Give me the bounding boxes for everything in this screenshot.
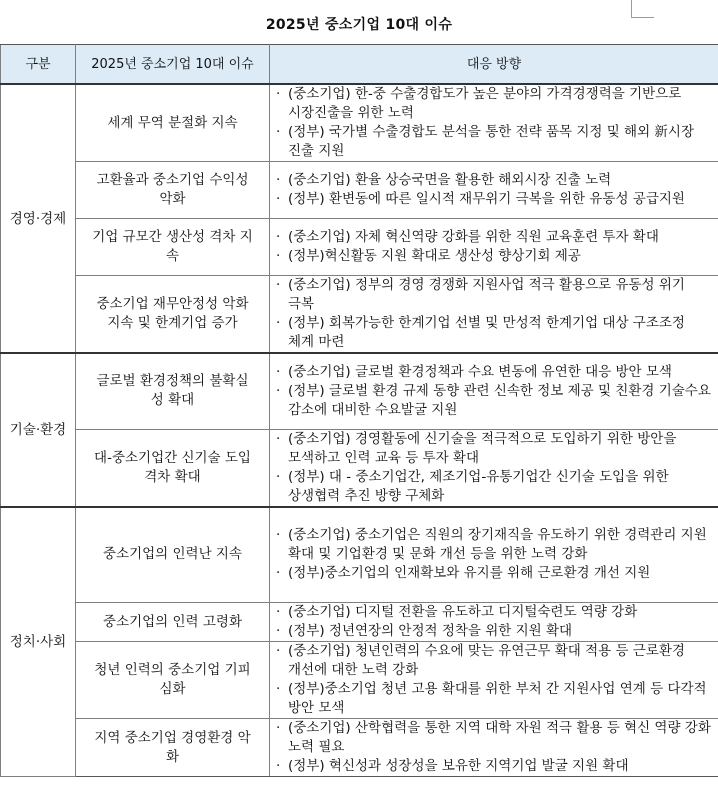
bullet-glyph: ·: [276, 527, 281, 544]
table-row: [1, 84, 718, 162]
bullet-glyph: ·: [276, 248, 281, 264]
table-header-row: [1, 45, 718, 85]
bullet-glyph: ·: [276, 643, 281, 659]
issue-cell: 대-중소기업간 신기술 도입 격차 확대: [76, 429, 270, 507]
response-text: (정부)중소기업 청년 고용 확대를 위한 부처 간 지원사업 연계 등 다각적 방안 모색: [288, 681, 707, 716]
table-row: [1, 507, 718, 603]
response-text: (정부) 대 - 중소기업간, 제조기업-유통기업간 신기술 도입을 위한 상생협력 추진 방향 구체화: [288, 468, 669, 504]
table-row: [1, 429, 718, 507]
table-row: [1, 276, 718, 354]
response-item: [276, 171, 714, 190]
response-cell: [270, 219, 718, 276]
response-text: (중소기업) 환율 상승국면을 활용한 해외시장 진출 노력: [288, 172, 612, 188]
bullet-glyph: ·: [276, 86, 281, 102]
issue-cell: 청년 인력의 중소기업 기피 심화: [76, 642, 270, 719]
bullet-glyph: ·: [276, 720, 281, 736]
response-text: (정부) 환변동에 따른 일시적 재무위기 극복을 위한 유동성 공급지원: [288, 191, 685, 207]
document-title: 2025년 중소기업 10대 이슈: [265, 17, 453, 33]
response-text: (정부) 혁신성과 성장성을 보유한 지역기업 발굴 지원 확대: [288, 758, 629, 774]
bullet-glyph: ·: [276, 565, 281, 582]
response-item: [276, 564, 714, 583]
response-cell: [270, 84, 718, 162]
response-cell: [270, 276, 718, 354]
response-item: [276, 719, 714, 757]
bullet-glyph: ·: [276, 382, 281, 399]
issue-cell: 글로벌 환경정책의 불확실성 확대: [76, 353, 270, 429]
response-text: (정부) 정년연장의 안정적 정착을 위한 지원 확대: [288, 623, 573, 639]
response-cell: [270, 719, 718, 777]
response-item: [276, 123, 714, 161]
table-row: [1, 162, 718, 219]
issue-cell: 중소기업 재무안정성 악화 지속 및 한계기업 증가: [76, 276, 270, 354]
bullet-glyph: ·: [276, 315, 281, 331]
response-text: (중소기업) 자체 혁신역량 강화를 위한 직원 교육훈련 투자 확대: [288, 229, 659, 245]
issue-cell: 세계 무역 분절화 지속: [76, 84, 270, 162]
bullet-glyph: ·: [276, 623, 281, 639]
header-issue: 2025년 중소기업 10대 이슈: [76, 45, 270, 85]
response-text: (정부) 회복가능한 한계기업 선별 및 만성적 한계기업 대상 구조조정 체계 마련: [288, 315, 685, 350]
response-item: [276, 526, 714, 564]
response-item: [276, 622, 714, 641]
bullet-glyph: ·: [276, 229, 281, 245]
response-item: [276, 680, 714, 718]
bullet-glyph: ·: [276, 758, 281, 774]
header-response: 대응 방향: [270, 45, 718, 85]
bullet-glyph: ·: [276, 430, 281, 447]
response-item: [276, 642, 714, 680]
response-item: [276, 603, 714, 622]
bullet-glyph: ·: [276, 468, 281, 485]
response-text: (중소기업) 경영활동에 신기술을 적극적으로 도입하기 위한 방안을 모색하고 인력 교육 등 투자 확대: [288, 430, 677, 466]
issue-cell: 기업 규모간 생산성 격차 지속: [76, 219, 270, 276]
response-text: (중소기업) 중소기업은 직원의 장기재직을 유도하기 위한 경력관리 지원 확대 및 기업환경 및 문화 개선 등을 위한 노력 강화: [288, 527, 707, 563]
category-cell: 정치·사회: [1, 507, 76, 777]
issues-table: [0, 44, 718, 777]
issue-cell: 중소기업의 인력 고령화: [76, 603, 270, 642]
response-item: [276, 363, 714, 382]
response-text: (정부) 국가별 수출경합도 분석을 통한 전략 품목 지정 및 해외 新시장 진출 지원: [288, 124, 695, 159]
response-text: (정부)중소기업의 인재확보와 유지를 위해 근로환경 개선 지원: [288, 565, 651, 582]
response-item: [276, 228, 714, 247]
table-row: [1, 353, 718, 429]
table-row: [1, 719, 718, 777]
response-cell: [270, 162, 718, 219]
response-item: [276, 276, 714, 314]
response-item: [276, 314, 714, 352]
response-item: [276, 757, 714, 776]
bullet-glyph: ·: [276, 363, 281, 380]
bullet-glyph: ·: [276, 191, 281, 207]
table-row: [1, 642, 718, 719]
response-text: (중소기업) 청년인력의 수요에 맞는 유연근무 확대 적용 등 근로환경 개선에 대한 노력 강화: [288, 643, 685, 678]
category-cell: 경영·경제: [1, 84, 76, 353]
response-cell: [270, 507, 718, 603]
response-item: [276, 382, 714, 420]
response-item: [276, 430, 714, 468]
issue-cell: 지역 중소기업 경영환경 악화: [76, 719, 270, 777]
bullet-glyph: ·: [276, 681, 281, 697]
category-cell: 기술·환경: [1, 353, 76, 507]
response-text: (중소기업) 산학협력을 통한 지역 대학 자원 적극 활용 등 혁신 역량 강화 노력 필요: [288, 720, 711, 755]
table-row: [1, 219, 718, 276]
bullet-glyph: ·: [276, 604, 281, 620]
response-text: (정부) 글로벌 환경 규제 동향 관련 신속한 정보 제공 및 친환경 기술수요 감소에 대비한 수요발굴 지원: [288, 382, 711, 418]
response-item: [276, 468, 714, 506]
response-text: (중소기업) 글로벌 환경정책과 수요 변동에 유연한 대응 방안 모색: [288, 363, 672, 380]
bullet-glyph: ·: [276, 277, 281, 293]
response-cell: [270, 353, 718, 429]
header-category: 구분: [1, 45, 76, 85]
table-row: [1, 603, 718, 642]
response-cell: [270, 429, 718, 507]
issue-cell: 중소기업의 인력난 지속: [76, 507, 270, 603]
bullet-glyph: ·: [276, 124, 281, 140]
response-text: (정부)혁신활동 지원 확대로 생산성 향상기회 제공: [288, 248, 581, 264]
bullet-glyph: ·: [276, 172, 281, 188]
response-cell: [270, 603, 718, 642]
response-item: [276, 247, 714, 266]
response-text: (중소기업) 한-중 수출경합도가 높은 분야의 가격경쟁력을 기반으로 시장진출을 위한 노력: [288, 86, 682, 121]
response-item: [276, 190, 714, 209]
response-item: [276, 85, 714, 123]
response-text: (중소기업) 디지털 전환을 유도하고 디지털숙련도 역량 강화: [288, 604, 638, 620]
response-cell: [270, 642, 718, 719]
issue-cell: 고환율과 중소기업 수익성 악화: [76, 162, 270, 219]
response-text: (중소기업) 정부의 경영 경쟁화 지원사업 적극 활용으로 유동성 위기 극복: [288, 277, 685, 312]
